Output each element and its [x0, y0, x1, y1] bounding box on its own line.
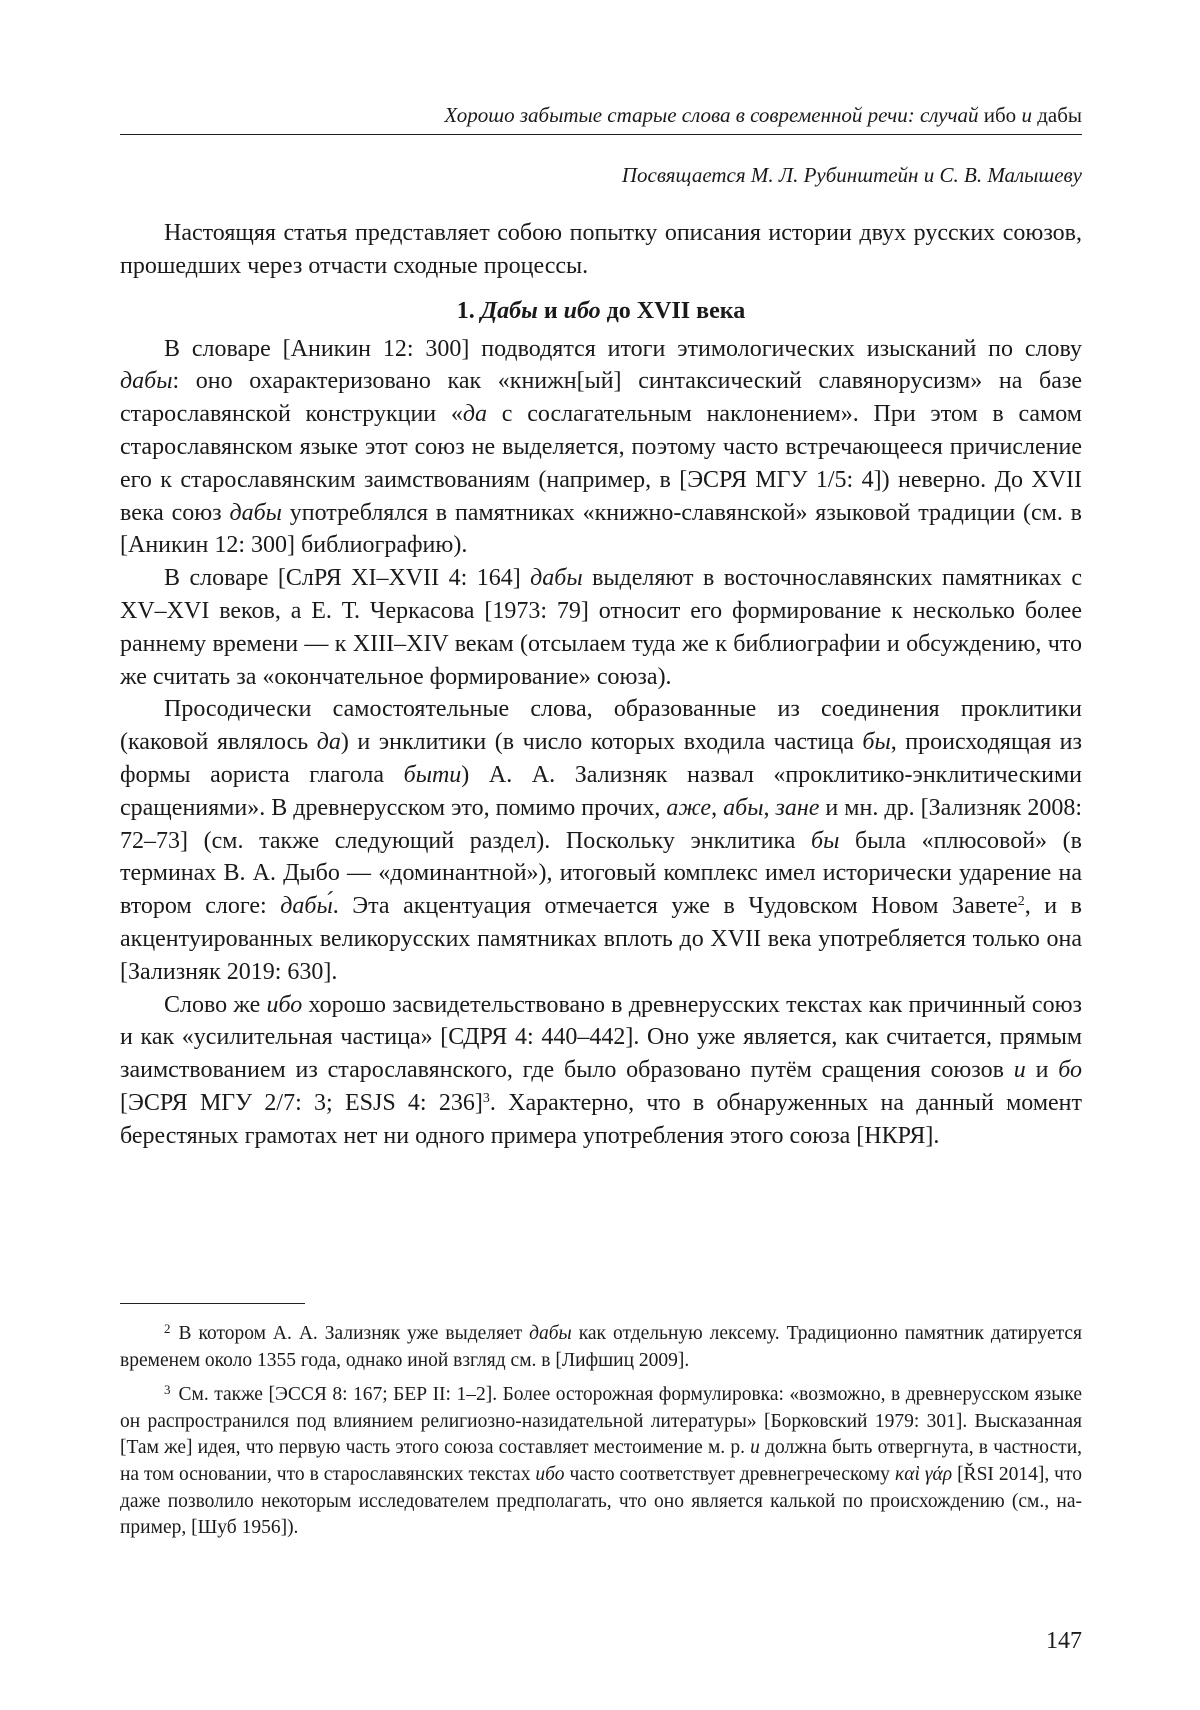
intro-paragraph: Настоящяя статья представляет собою попытку описания истории двух русских союзов, прошедших через отчасти сходные процессы.	[120, 220, 1082, 279]
article-body	[120, 217, 1082, 1153]
paragraph-4: Слово же ибо хорошо засвидетельствовано в древнерусских текстах как причинный союз и как «усилительная частица» [СДРЯ 4: 440–442]. Оно уже является, как считается, прямым заимствованием из старославянского, где было образовано путём сращения союзов и и бо [ЭСРЯ МГУ 2/7: 3; ESJS 4: 236]$^3$. Характерно, что в обнаруженных на данный момент берестяных грамотах нет ни одного примера употребления этого союза [НКРЯ].	[120, 991, 1083, 1149]
paragraph-2: В словаре [СлРЯ XI–XVII 4: 164] дабы выделяют в восточнославянских памятниках с XV–XVI веков, а Е. Т. Черкасова [1973: 79] относит его формирование к несколько более раннему времени — к XIII–XIV векам (отсылаем туда же к библиографии и обсуждению, что же считать за «окончательное формирование» союза).	[120, 565, 1082, 690]
paragraph-1: В словаре [Аникин 12: 300] подводятся итоги этимологических изысканий по слову дабы: оно охарактеризовано как «книжн[ый] синтаксический славянорусизм» на базе старославянской конструкции «да с сослагательным наклонением». При этом в самом старославянском языке этот союз не выделяется, поэтому часто встречающееся причисление его к старославянским заимствованиям (например, в [ЭСРЯ МГУ 1/5: 4]) неверно. До XVII века союз дабы употреблялся в памятниках «книжно-славянской» языковой традиции (см. в [Аникин 12: 300] библиографию).	[120, 335, 1082, 559]
footnote-rule	[120, 1303, 305, 1304]
section-title: 1. Дабы и ибо до XVII века	[456, 297, 746, 324]
footnote-ref-3[interactable]: 3	[482, 1090, 490, 1106]
paragraph-3: Просодически самостоятельные слова, образованные из соединения проклитики (каковой являлось да) и энклитики (в число которых входила частица бы, происходящая из формы аориста глагола быти) А. А. Зализняк назвал «проклитико-энклитическими сращениями». В древнерусском это, помимо прочих, аже, абы, зане и мн. др. [Зализняк 2008: 72–73] (см. также следующий раздел). Поскольку энклитика бы была «плюсовой» (в терминах В. А. Дыбо — «доминантной»), итоговый комплекс имел исторически ударение на втором слоге: дабы́. Эта акцентуация отмечается уже в Чудовском Новом Завете$^2$, и в акцентуированных великорусских памятниках вплоть до XVII века употребляется только она [Зализняк 2019: 630].	[120, 696, 1083, 985]
footnote-3: $^3$ См. также [ЭССЯ 8: 167; БЕР II: 1–2]. Более осторожная формулировка: «возможно, в древнерусском языке он распространился под влиянием религиозно-назидательной литературы» [Борковский 1979: 301]. Высказанная [Там же] идея, что первую часть этого союза составляет местоимение м. р. и должна быть отвергнута, в частности, на том основании, что в старославянских текстах ибо часто соответствует древнегреческому καὶ γάρ [ŘSI 2014], что даже позволило некоторым исследователем предполагать, что оно является калькой по происхождению (см., например, [Шуб 1956]).	[120, 1382, 1083, 1539]
running-head: Хорошо забытые старые слова в современной речи: случай ибо и дабы	[444, 103, 1082, 127]
header-rule	[120, 134, 1082, 135]
footnote-number: 2	[164, 1321, 171, 1336]
footnote-number: 3	[164, 1382, 171, 1398]
article-page	[120, 0, 1082, 1710]
page-number: 147	[1046, 1628, 1082, 1654]
footnote-2: $^2$ В котором А. А. Зализняк уже выделяет дабы как отдельную лексему. Традиционно памятник датируется временем около 1355 года, однако иной взгляд см. в [Лифшиц 2009].	[120, 1321, 1082, 1371]
footnote-ref-2[interactable]: 2	[1017, 894, 1025, 910]
dedication: Посвящается М. Л. Рубинштейн и С. В. Малышеву	[621, 163, 1082, 187]
footnotes	[120, 1316, 1082, 1545]
